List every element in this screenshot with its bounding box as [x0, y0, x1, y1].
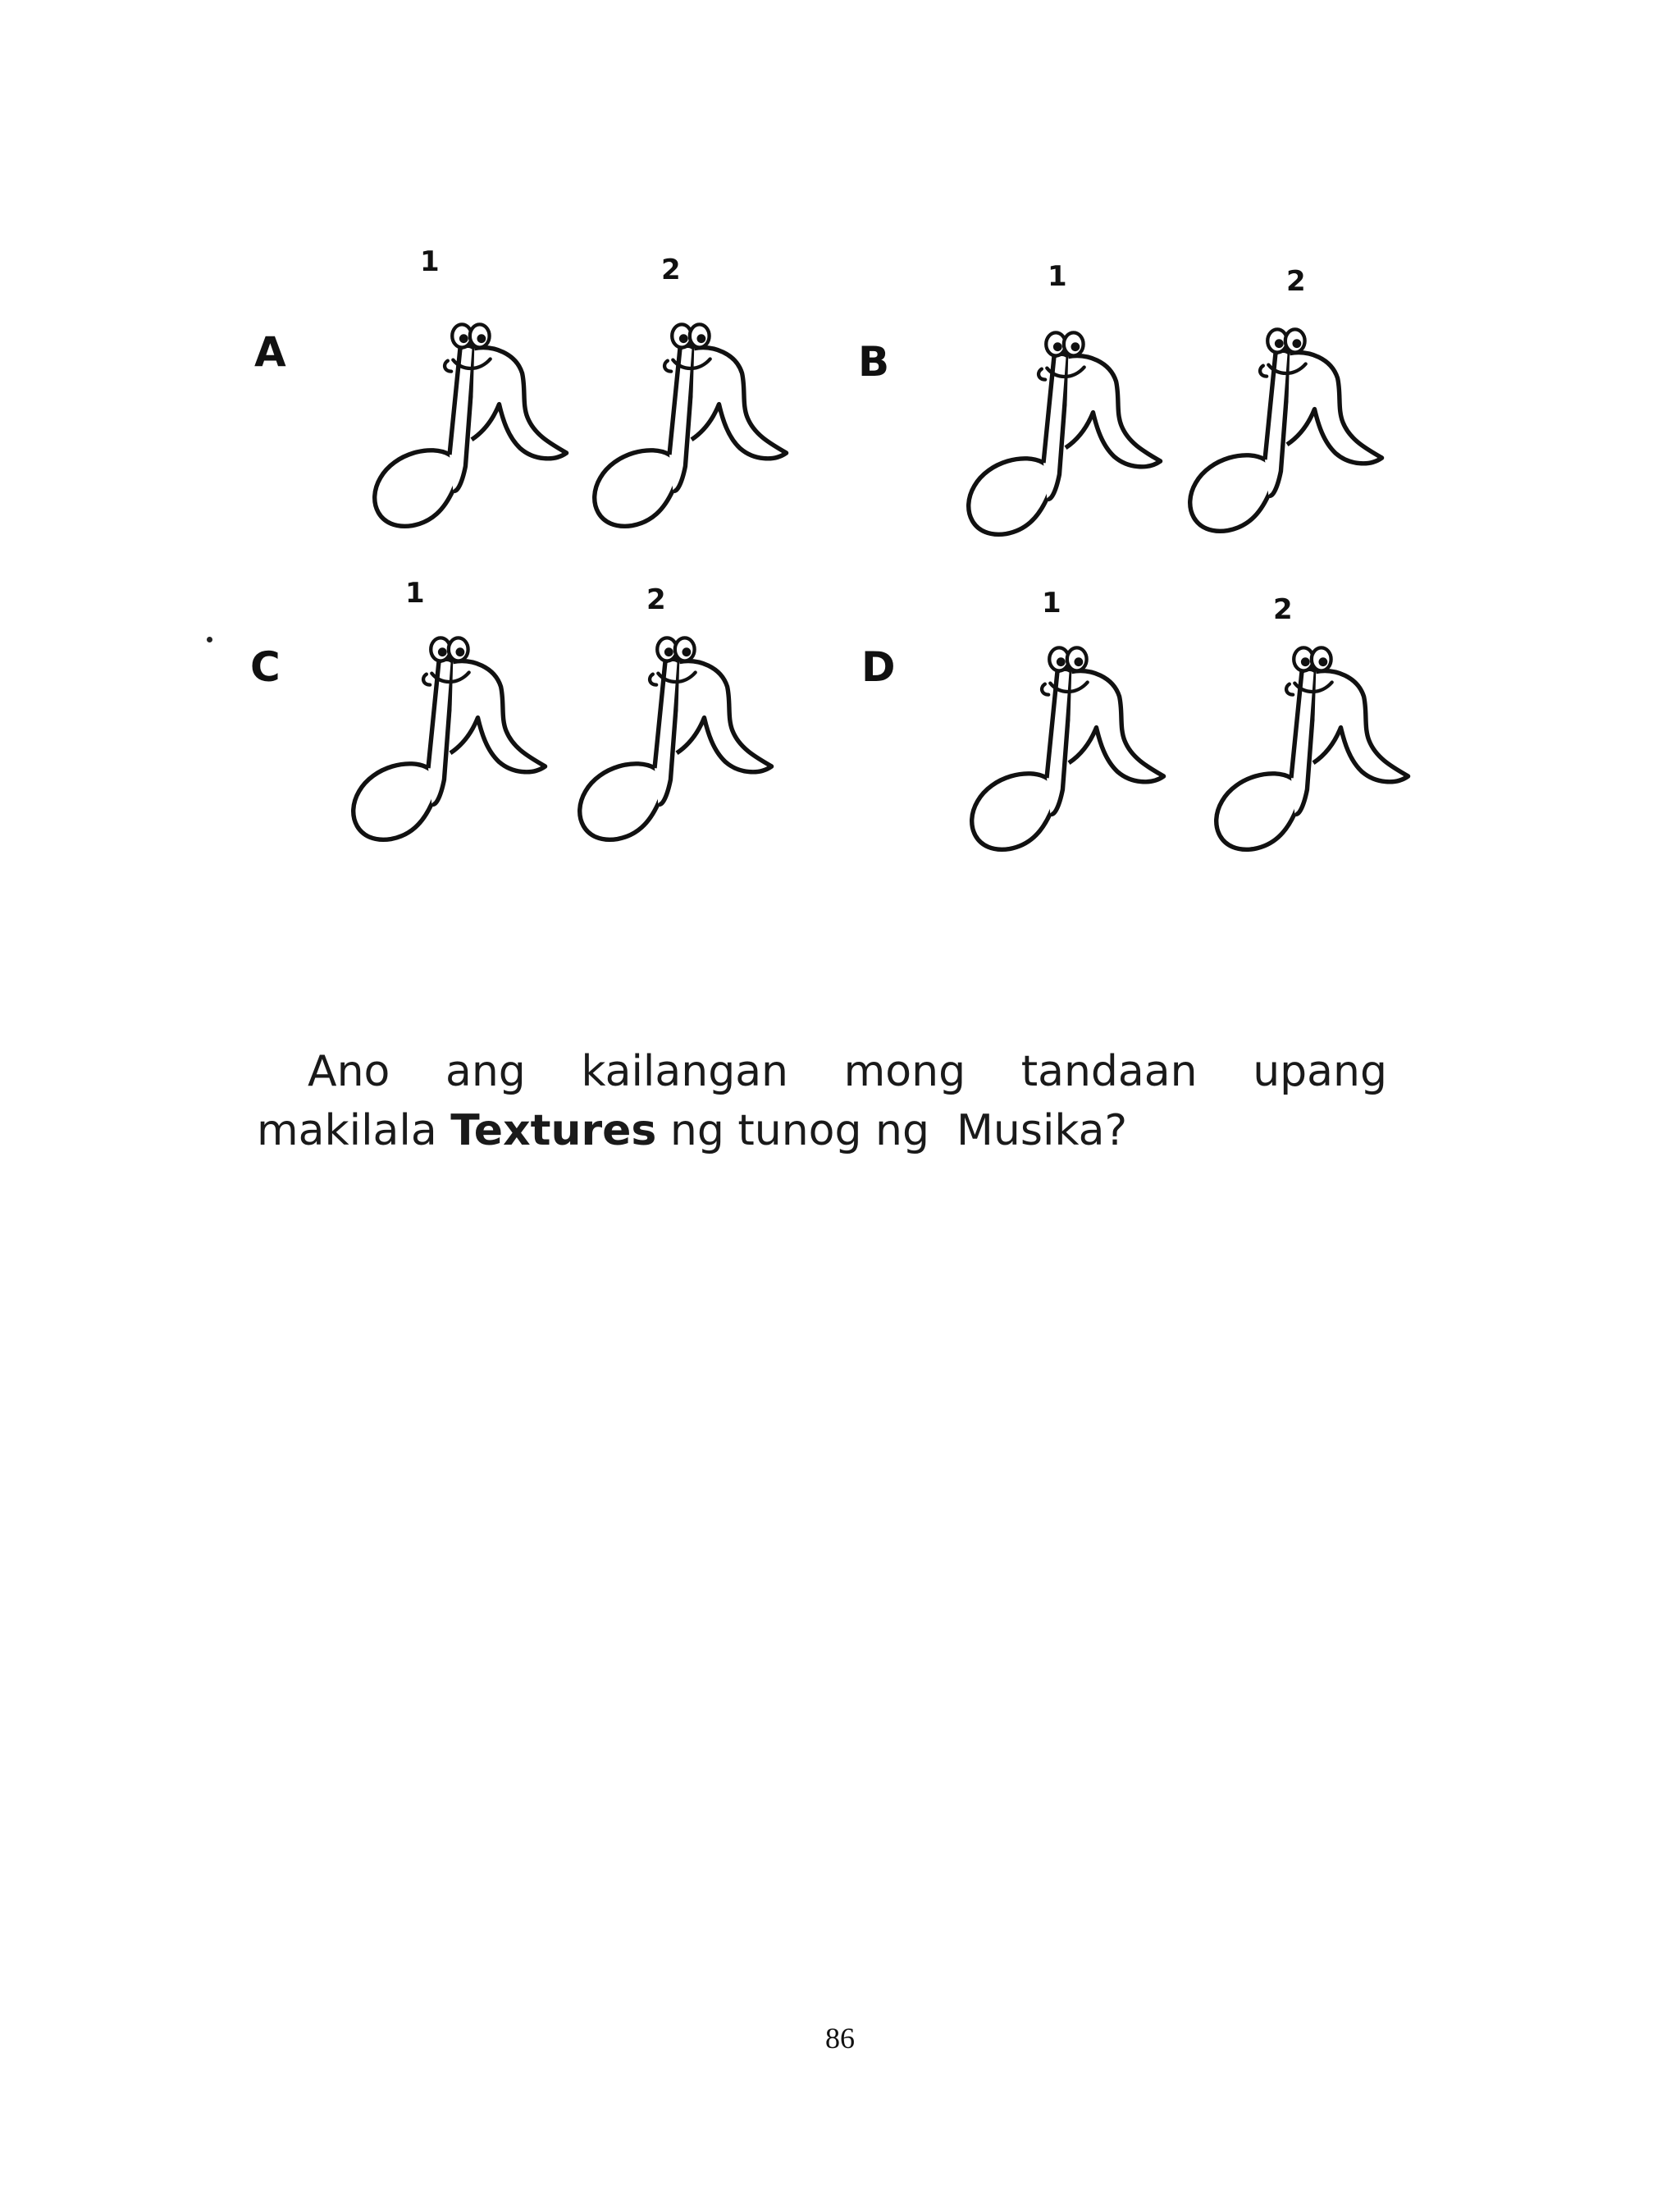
question-line-1	[257, 1042, 1387, 1101]
option-number-2: 2	[1286, 265, 1306, 298]
question-word: mong	[843, 1047, 966, 1096]
question-word: tandaan	[1020, 1047, 1198, 1096]
smiling-eighth-note-icon	[958, 643, 1180, 865]
group-letter: D	[861, 643, 896, 691]
smiling-eighth-note-icon	[566, 633, 788, 855]
option-number-2: 2	[1273, 593, 1293, 626]
group-letter: A	[254, 328, 286, 376]
smiling-eighth-note-icon	[955, 328, 1176, 550]
question-word: ang	[445, 1047, 526, 1096]
smiling-eighth-note-icon	[361, 320, 582, 542]
question-word: Ano	[308, 1047, 390, 1096]
smiling-eighth-note-icon	[1176, 325, 1398, 546]
page-number: 86	[825, 2022, 855, 2055]
group-letter: C	[250, 643, 281, 691]
question-text: makilala	[257, 1106, 451, 1155]
option-number-1: 1	[1042, 587, 1061, 620]
question-keyword: Textures	[450, 1106, 657, 1155]
question-line-2	[257, 1101, 1387, 1160]
group-letter: B	[858, 338, 890, 386]
option-number-1: 1	[1048, 260, 1067, 293]
question-paragraph	[257, 1042, 1387, 1160]
smiling-eighth-note-icon	[340, 633, 561, 855]
option-number-1: 1	[420, 245, 440, 278]
stray-dot	[207, 637, 212, 642]
option-number-1: 1	[405, 577, 425, 610]
question-word: kailangan	[581, 1047, 789, 1096]
smiling-eighth-note-icon	[581, 320, 802, 542]
smiling-eighth-note-icon	[1203, 643, 1424, 865]
question-text: ng tunog ng Musika?	[656, 1106, 1128, 1155]
option-number-2: 2	[661, 254, 681, 286]
option-number-2: 2	[646, 583, 666, 616]
question-word: upang	[1253, 1047, 1387, 1096]
